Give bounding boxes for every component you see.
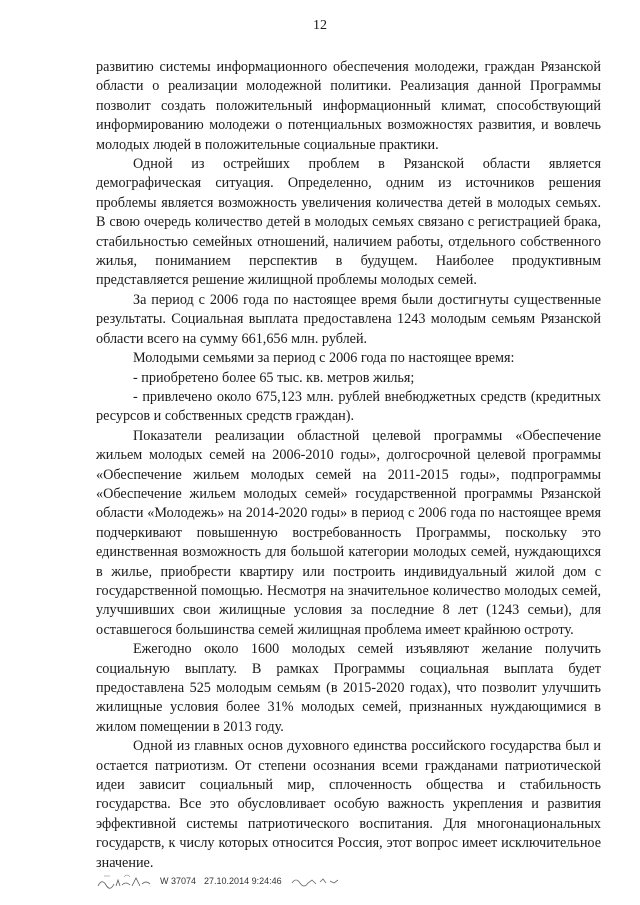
list-item: - приобретено более 65 тыс. кв. метров жилья; (133, 369, 415, 386)
paragraph: Одной из острейших проблем в Рязанской области является демографическая ситуация. Определенно, одним из источников решения проблемы является возможность увеличения количества детей в молодых семьях. В свою очередь количество детей в молодых семьях связано с регистрацией брака, стабильностью семейных отношений, наличием работы, отдельного собственного жилья, пониманием перспектив в будущем. Наиболее продуктивным представляется решение жилищной проблемы молодых семей. (96, 156, 601, 289)
paragraph: Одной из главных основ духовного единства российского государства был и остается патриотизм. От степени осознания всеми гражданами патриотической идеи зависит социальный мир, сплоченность общества и стабильность государства. Все это обусловливает особую важность укрепления и развития эффективной системы патриотического воспитания. Для многонациональных государств, к числу которых относится Россия, этот вопрос имеет исключительное значение. (96, 738, 601, 871)
page-number: 12 (313, 18, 327, 33)
paragraph: развитию системы информационного обеспечения молодежи, граждан Рязанской области о реализации молодежной политики. Реализация данной Программы позволит создать положительный информационный климат, способствующий информированию молодежи о потенциальных возможностях развития, и вовлечь молодых людей в положительные социальные практики. (96, 59, 601, 153)
stamp-icon (96, 872, 152, 890)
document-body (96, 58, 601, 873)
squiggle-icon (290, 875, 340, 887)
document-footer (96, 872, 516, 890)
paragraph: За период с 2006 года по настоящее время были достигнуты существенные результаты. Социальная выплата предоставлена 1243 молодым семьям Рязанской области всего на сумму 661,656 млн. рублей. (96, 291, 601, 347)
document-id: W 37074 (160, 876, 197, 886)
paragraph: Показатели реализации областной целевой программы «Обеспечение жильем молодых семей на 2006-2010 годы», долгосрочной целевой программы «Обеспечение жильем молодых семей на 2011-2015 годы», подпрограммы «Обеспечение жильем молодых семей» государственной программы Рязанской области «Молодежь» на 2014-2020 годы» в период с 2006 года по настоящее время подчеркивают повышенную востребованность Программы, поскольку это единственная возможность для большой категории молодых семей, нуждающихся в жилье, приобрести квартиру или построить индивидуальный жилой дом с государственной помощью. Несмотря на значительное количество молодых семей, улучшивших свои жилищные условия за последние 8 лет (1243 семьи), для оставшегося большинства семей жилищная проблема имеет крайнюю остроту. (96, 427, 601, 638)
list-item: - привлечено около 675,123 млн. рублей внебюджетных средств (кредитных ресурсов и собственных средств граждан). (96, 388, 601, 425)
paragraph: Молодыми семьями за период с 2006 года по настоящее время: (133, 350, 515, 367)
timestamp: 27.10.2014 9:24:46 (204, 876, 282, 886)
paragraph: Ежегодно около 1600 молодых семей изъявляют желание получить социальную выплату. В рамках Программы социальная выплата будет предоставлена 525 молодым семьям (в 2015-2020 годах), что позволит улучшить жилищные условия более 31% молодых семей, признанных нуждающимися в жилом помещении в 2013 году. (96, 641, 601, 735)
